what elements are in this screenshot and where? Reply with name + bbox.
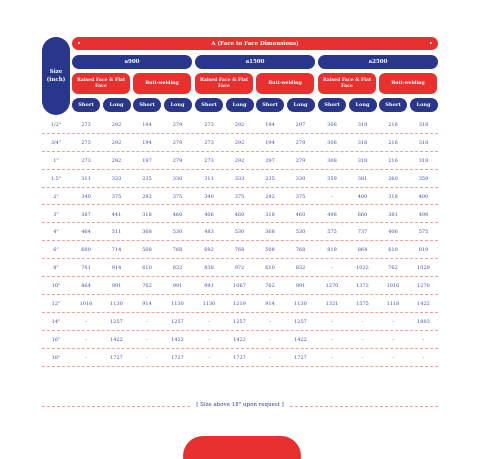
value-cell: 359 bbox=[418, 175, 429, 182]
value-cell: 260 bbox=[388, 175, 398, 182]
value-cell: 530 bbox=[172, 229, 183, 236]
value-cell: 292 bbox=[234, 157, 245, 164]
value-cell: 1016 bbox=[386, 283, 400, 290]
value-cell: - bbox=[331, 265, 333, 272]
size-cell: 4" bbox=[53, 229, 59, 236]
value-cell: 400 bbox=[357, 193, 368, 200]
value-cell: 991 bbox=[172, 283, 183, 290]
value-cell: 318 bbox=[357, 139, 368, 146]
value-cell: 216 bbox=[388, 122, 398, 128]
value-cell: 318 bbox=[357, 157, 368, 164]
short-header bbox=[195, 98, 223, 112]
value-cell: 273 bbox=[81, 122, 91, 128]
face-label: Raised Face & Flat Face bbox=[199, 77, 249, 89]
value-cell: 387 bbox=[81, 211, 91, 218]
value-cell: - bbox=[361, 336, 364, 343]
face-label: Butt-welding bbox=[391, 80, 425, 86]
value-cell: 318 bbox=[265, 211, 275, 218]
size-cell: 16" bbox=[51, 336, 61, 343]
value-cell: 381 bbox=[357, 175, 368, 182]
value-cell: - bbox=[422, 354, 425, 361]
size-cell: 1.5" bbox=[50, 175, 62, 182]
value-cell: 194 bbox=[265, 122, 275, 128]
short-header bbox=[72, 98, 100, 112]
value-cell: 508 bbox=[265, 247, 275, 254]
value-cell: 1130 bbox=[171, 301, 184, 307]
value-cell: 235 bbox=[142, 175, 152, 182]
long-header bbox=[287, 98, 315, 112]
value-cell: 311 bbox=[81, 175, 91, 182]
value-cell: - bbox=[392, 336, 394, 343]
value-cell: 273 bbox=[81, 157, 91, 164]
size-cell: 14" bbox=[51, 318, 61, 325]
value-cell: 273 bbox=[204, 139, 214, 146]
value-cell: 194 bbox=[142, 122, 152, 128]
value-cell: 1067 bbox=[233, 283, 246, 290]
value-cell: - bbox=[208, 318, 210, 325]
value-cell: 483 bbox=[204, 229, 214, 236]
bullet-dot-icon bbox=[78, 42, 80, 44]
value-cell: 511 bbox=[111, 229, 122, 236]
value-cell: 308 bbox=[327, 139, 337, 146]
value-cell: 292 bbox=[111, 122, 122, 128]
size-cell: 1/2" bbox=[50, 122, 62, 128]
value-cell: 1029 bbox=[417, 265, 430, 272]
class-header-a900 bbox=[72, 55, 192, 69]
value-cell: 292 bbox=[111, 139, 122, 146]
value-cell: 375 bbox=[295, 193, 306, 200]
size-cell: 3/4" bbox=[50, 139, 62, 146]
value-cell: 359 bbox=[327, 175, 337, 182]
value-cell: 762 bbox=[388, 265, 398, 272]
value-cell: - bbox=[392, 354, 394, 361]
value-cell: 610 bbox=[388, 247, 398, 254]
value-cell: 737 bbox=[357, 229, 368, 236]
value-cell: 1422 bbox=[417, 301, 430, 307]
value-cell: 333 bbox=[234, 175, 245, 182]
value-cell: - bbox=[269, 354, 271, 361]
value-cell: 311 bbox=[204, 175, 214, 182]
value-cell: - bbox=[85, 354, 87, 361]
value-cell: 530 bbox=[234, 229, 245, 236]
length-label: Short bbox=[385, 102, 401, 108]
length-label: Long bbox=[355, 102, 370, 108]
value-cell: - bbox=[269, 318, 271, 325]
class-header-a1500 bbox=[195, 55, 315, 69]
value-cell: 1130 bbox=[294, 301, 307, 307]
size-cell: 10" bbox=[51, 283, 61, 290]
value-cell: 308 bbox=[327, 122, 337, 128]
long-header bbox=[103, 98, 131, 112]
value-cell: 460 bbox=[295, 211, 306, 218]
value-cell: 864 bbox=[81, 283, 91, 290]
butt-welding-header bbox=[133, 73, 191, 94]
value-cell: 768 bbox=[172, 247, 183, 254]
raised-face-header bbox=[318, 73, 376, 94]
value-cell: 692 bbox=[204, 247, 214, 254]
value-cell: 1727 bbox=[171, 354, 184, 361]
value-cell: 1422 bbox=[171, 336, 184, 343]
value-cell: 1422 bbox=[233, 336, 246, 343]
value-cell: 406 bbox=[388, 229, 398, 236]
value-cell: 273 bbox=[204, 157, 214, 164]
value-cell: 610 bbox=[265, 265, 275, 272]
value-cell: 194 bbox=[265, 139, 275, 146]
value-cell: 1422 bbox=[294, 336, 307, 343]
value-cell: 318 bbox=[418, 122, 429, 128]
value-cell: 768 bbox=[295, 247, 306, 254]
value-cell: 914 bbox=[265, 301, 275, 307]
value-cell: - bbox=[361, 354, 364, 361]
value-cell: 235 bbox=[265, 175, 275, 182]
value-cell: 406 bbox=[204, 211, 214, 218]
class-label: a900 bbox=[124, 59, 140, 65]
value-cell: 762 bbox=[265, 283, 275, 290]
footer-note: [ Size above 18" upon request ] bbox=[196, 402, 284, 408]
value-cell: - bbox=[331, 354, 333, 361]
value-cell: 381 bbox=[388, 211, 398, 218]
size-cell: 6" bbox=[53, 247, 59, 254]
value-cell: 1257 bbox=[233, 318, 246, 325]
bullet-dot-icon bbox=[430, 42, 432, 44]
value-cell: 1575 bbox=[356, 301, 369, 307]
value-cell: - bbox=[146, 318, 148, 325]
value-cell: 660 bbox=[357, 211, 368, 218]
value-cell: 308 bbox=[327, 157, 337, 164]
value-cell: 1118 bbox=[386, 301, 400, 307]
value-cell: 297 bbox=[265, 157, 275, 164]
length-label: Long bbox=[109, 102, 124, 108]
long-header bbox=[349, 98, 377, 112]
value-cell: 273 bbox=[204, 122, 214, 128]
value-cell: 375 bbox=[234, 193, 245, 200]
value-cell: 340 bbox=[204, 193, 214, 200]
short-header bbox=[318, 98, 346, 112]
value-cell: 375 bbox=[111, 193, 122, 200]
footer-divider-left bbox=[42, 406, 190, 407]
value-cell: 991 bbox=[295, 283, 306, 290]
value-cell: - bbox=[85, 336, 87, 343]
value-cell: 575 bbox=[418, 229, 429, 236]
value-cell: 279 bbox=[172, 122, 183, 128]
footer-divider-right bbox=[290, 406, 438, 407]
value-cell: 498 bbox=[327, 211, 337, 218]
value-cell: - bbox=[208, 354, 210, 361]
value-cell: 1270 bbox=[325, 283, 339, 290]
value-cell: 464 bbox=[81, 229, 91, 236]
length-label: Short bbox=[139, 102, 155, 108]
value-cell: 914 bbox=[142, 301, 152, 307]
value-cell: 441 bbox=[111, 211, 122, 218]
face-to-face-header bbox=[72, 37, 438, 50]
face-label: Raised Face & Flat Face bbox=[322, 77, 372, 89]
value-cell: 1257 bbox=[171, 318, 184, 325]
value-cell: 991 bbox=[111, 283, 122, 290]
short-header bbox=[256, 98, 284, 112]
value-cell: 460 bbox=[234, 211, 245, 218]
value-cell: - bbox=[331, 318, 333, 325]
value-cell: 460 bbox=[172, 211, 183, 218]
size-column-header bbox=[42, 37, 70, 115]
value-cell: - bbox=[392, 318, 394, 325]
value-cell: 292 bbox=[234, 139, 245, 146]
length-label: Long bbox=[170, 102, 185, 108]
value-cell: 1219 bbox=[233, 301, 246, 307]
value-cell: 292 bbox=[265, 193, 275, 200]
length-label: Long bbox=[232, 102, 247, 108]
value-cell: 279 bbox=[172, 139, 183, 146]
value-cell: 1727 bbox=[110, 354, 123, 361]
cta-button[interactable] bbox=[183, 436, 301, 459]
value-cell: 972 bbox=[234, 265, 245, 272]
class-label: a2500 bbox=[368, 59, 388, 65]
raised-face-header bbox=[195, 73, 253, 94]
short-header bbox=[379, 98, 407, 112]
size-cell: 8" bbox=[53, 265, 59, 272]
value-cell: 1022 bbox=[356, 265, 369, 272]
value-cell: 819 bbox=[418, 247, 429, 254]
value-cell: 375 bbox=[172, 193, 183, 200]
value-cell: - bbox=[146, 336, 148, 343]
value-cell: 197 bbox=[142, 157, 152, 164]
value-cell: 279 bbox=[295, 139, 306, 146]
value-cell: 1372 bbox=[356, 283, 369, 290]
length-label: Short bbox=[201, 102, 217, 108]
value-cell: 819 bbox=[327, 247, 337, 254]
value-cell: 530 bbox=[295, 229, 306, 236]
long-header bbox=[410, 98, 438, 112]
value-cell: 1727 bbox=[294, 354, 307, 361]
length-label: Short bbox=[78, 102, 94, 108]
size-header-label: Size (inch) bbox=[46, 69, 66, 83]
short-header bbox=[133, 98, 161, 112]
value-cell: 330 bbox=[172, 175, 183, 182]
value-cell: 333 bbox=[111, 175, 122, 182]
value-cell: 991 bbox=[204, 283, 214, 290]
value-cell: 768 bbox=[234, 247, 245, 254]
length-label: Short bbox=[324, 102, 340, 108]
value-cell: 762 bbox=[142, 283, 152, 290]
value-cell: 292 bbox=[142, 193, 152, 200]
value-cell: 832 bbox=[295, 265, 306, 272]
class-header-a2500 bbox=[318, 55, 438, 69]
value-cell: 1130 bbox=[202, 301, 216, 307]
value-cell: - bbox=[422, 336, 425, 343]
size-cell: 2" bbox=[53, 193, 59, 200]
value-cell: 575 bbox=[327, 229, 337, 236]
long-header bbox=[226, 98, 254, 112]
value-cell: 292 bbox=[111, 157, 122, 164]
face-to-face-label: A (Face to Face Dimensions) bbox=[211, 40, 299, 47]
value-cell: 1727 bbox=[233, 354, 246, 361]
value-cell: 297 bbox=[295, 122, 306, 128]
value-cell: 194 bbox=[142, 139, 152, 146]
value-cell: 1257 bbox=[294, 318, 307, 325]
value-cell: - bbox=[269, 336, 271, 343]
value-cell: 781 bbox=[81, 265, 91, 272]
value-cell: 1321 bbox=[325, 301, 339, 307]
value-cell: 330 bbox=[295, 175, 306, 182]
value-cell: 914 bbox=[111, 265, 122, 272]
size-cell: 3" bbox=[53, 211, 59, 218]
size-cell: 18" bbox=[51, 354, 61, 361]
value-cell: 279 bbox=[172, 157, 183, 164]
value-cell: 318 bbox=[418, 139, 429, 146]
value-cell: - bbox=[331, 336, 333, 343]
size-cell: 1" bbox=[53, 157, 59, 164]
value-cell: 600 bbox=[81, 247, 91, 254]
raised-face-header bbox=[72, 73, 130, 94]
value-cell: 1257 bbox=[110, 318, 123, 325]
value-cell: 318 bbox=[142, 211, 152, 218]
value-cell: 368 bbox=[265, 229, 275, 236]
class-label: a1500 bbox=[245, 59, 265, 65]
value-cell: 832 bbox=[172, 265, 183, 272]
value-cell: 216 bbox=[388, 139, 398, 146]
value-cell: - bbox=[85, 318, 87, 325]
value-cell: 318 bbox=[357, 122, 368, 128]
face-label: Butt-welding bbox=[145, 80, 179, 86]
value-cell: 610 bbox=[142, 265, 152, 272]
value-cell: 340 bbox=[81, 193, 91, 200]
value-cell: 1422 bbox=[110, 336, 123, 343]
value-cell: - bbox=[361, 318, 364, 325]
face-label: Butt-welding bbox=[268, 80, 302, 86]
value-cell: 508 bbox=[142, 247, 152, 254]
value-cell: 368 bbox=[142, 229, 152, 236]
value-cell: - bbox=[208, 336, 210, 343]
face-label: Raised Face & Flat Face bbox=[76, 77, 126, 89]
value-cell: 1016 bbox=[79, 301, 93, 307]
value-cell: 498 bbox=[418, 211, 429, 218]
value-cell: 400 bbox=[418, 193, 429, 200]
value-cell: 216 bbox=[388, 157, 398, 164]
value-cell: 292 bbox=[234, 122, 245, 128]
value-cell: 1803 bbox=[417, 318, 430, 325]
value-cell: 318 bbox=[388, 193, 398, 200]
value-cell: - bbox=[331, 193, 333, 200]
size-cell: 12" bbox=[51, 301, 61, 307]
value-cell: 864 bbox=[357, 247, 368, 254]
value-cell: 279 bbox=[295, 157, 306, 164]
value-cell: 714 bbox=[111, 247, 122, 254]
length-label: Long bbox=[416, 102, 431, 108]
value-cell: 838 bbox=[204, 265, 214, 272]
butt-welding-header bbox=[379, 73, 437, 94]
long-header bbox=[164, 98, 192, 112]
value-cell: 318 bbox=[418, 157, 429, 164]
value-cell: 1270 bbox=[417, 283, 430, 290]
length-label: Long bbox=[293, 102, 308, 108]
butt-welding-header bbox=[256, 73, 314, 94]
value-cell: - bbox=[146, 354, 148, 361]
value-cell: 1130 bbox=[110, 301, 123, 307]
value-cell: 273 bbox=[81, 139, 91, 146]
length-label: Short bbox=[262, 102, 278, 108]
